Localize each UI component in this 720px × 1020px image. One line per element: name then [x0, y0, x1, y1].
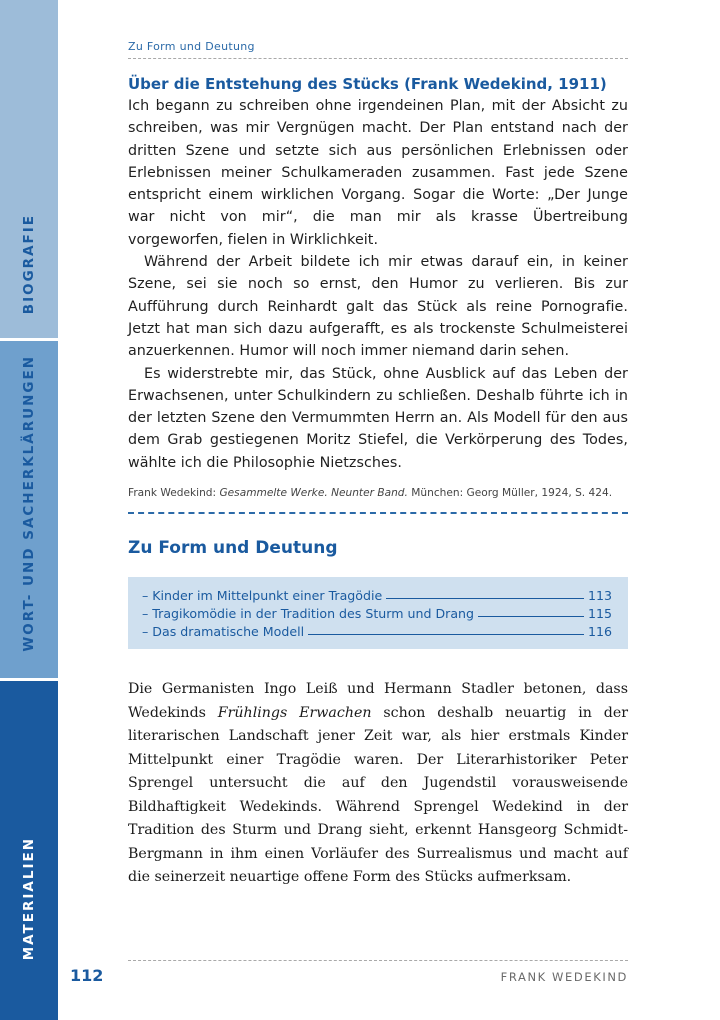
- quote-source: [128, 486, 628, 500]
- tab-materialien[interactable]: [0, 681, 58, 1020]
- tab-materialien-label: MATERIALIEN: [21, 836, 37, 960]
- toc-item-page: 115: [587, 606, 612, 621]
- toc-leader: [308, 634, 584, 635]
- quote-paragraph: Ich begann zu schreiben ohne irgendeinen Plan, mit der Absicht zu schreiben, was mir Vergnügen macht. Der Plan entstand nach der dritten Szene und setzte sich aus persönlichen Erlebnissen oder Erlebnissen meiner Schulkameraden zusammen. Fast jede Szene entspricht einem wirklichen Vorgang. Sogar die Worte: „Der Junge war nicht von mir“, die man mir als krasse Übertreibung vorgeworfen, fielen in Wirklichkeit.: [128, 98, 628, 248]
- tab-biografie[interactable]: [0, 0, 58, 338]
- body-text-end: schon deshalb neuartig in der literarischen Landschaft jener Zeit war, als hier erstmals Kinder Mittelpunkt einer Tragödie waren. Der Literarhistoriker Peter Sprengel untersucht die auf den Jugendstil vorausweisende Bildhaftigkeit Wedekinds. Während Sprengel Wedekind in der Tradition des Sturm und Drang sieht, erkennt Hansgeorg Schmidt-Bergmann in ihm einen Vorläufer des Surrealismus und macht auf die seinerzeit neuartige offene Form des Stücks aufmerksam.: [128, 704, 628, 885]
- source-suffix: München: Georg Müller, 1924, S. 424.: [407, 487, 613, 500]
- quote-paragraph: Es widerstrebte mir, das Stück, ohne Ausblick auf das Leben der Erwachsenen, unter Schulkindern zu schließen. Deshalb führte ich in der letzten Szene den Vermummten Herrn an. Als Modell für den aus dem Grab gestiegenen Moritz Stiefel, die Verkörperung des Todes, wählte ich die Philosophie Nietzsches.: [128, 365, 628, 471]
- footer-author: FRANK WEDEKIND: [500, 970, 628, 984]
- tab-biografie-label: BIOGRAFIE: [21, 213, 37, 314]
- toc-item-page: 113: [587, 588, 612, 603]
- source-prefix: Frank Wedekind:: [128, 487, 220, 500]
- body-text: [128, 678, 628, 890]
- tab-wort-und-sacherklaerungen[interactable]: [0, 341, 58, 678]
- tab-wort-label: WORT- UND SACHERKLÄRUNGEN: [21, 355, 37, 652]
- toc-item-label: – Das dramatische Modell: [142, 624, 305, 639]
- toc-item-label: – Tragikomödie in der Tradition des Sturm und Drang: [142, 606, 475, 621]
- quote-paragraph: Während der Arbeit bildete ich mir etwas darauf ein, in keiner Szene, sei sie noch so ernst, den Humor zu verlieren. Bis zur Aufführung durch Reinhardt galt das Stück als reine Pornografie. Jetzt hat man sich dazu aufgerafft, es als trockenste Schulmeisterei anzuerkennen. Humor will noch immer niemand darin sehen.: [128, 254, 628, 360]
- work-title: Frühlings Erwachen: [217, 704, 372, 721]
- toc-item[interactable]: [142, 585, 612, 603]
- footer-divider: [128, 960, 628, 961]
- toc-item-label: – Kinder im Mittelpunkt einer Tragödie: [142, 588, 383, 603]
- running-head: Zu Form und Deutung: [128, 40, 255, 53]
- toc-leader: [386, 598, 584, 599]
- page-number: 112: [70, 966, 104, 985]
- quote-block: [128, 73, 628, 500]
- section-title: Zu Form und Deutung: [128, 538, 338, 558]
- section-divider: [128, 512, 628, 514]
- toc-item-page: 116: [587, 624, 612, 639]
- toc-item[interactable]: [142, 621, 612, 639]
- body-text-start: Die Germanisten Ingo Leiß und Hermann Stadler betonen, dass Wedekinds: [128, 681, 628, 721]
- header-divider: [128, 58, 628, 59]
- toc-item[interactable]: [142, 603, 612, 621]
- table-of-contents: [128, 577, 628, 649]
- source-title: Gesammelte Werke. Neunter Band.: [219, 487, 408, 500]
- quote-title: Über die Entstehung des Stücks (Frank Wedekind, 1911): [128, 75, 607, 93]
- toc-leader: [478, 616, 584, 617]
- sidebar: [0, 0, 58, 1020]
